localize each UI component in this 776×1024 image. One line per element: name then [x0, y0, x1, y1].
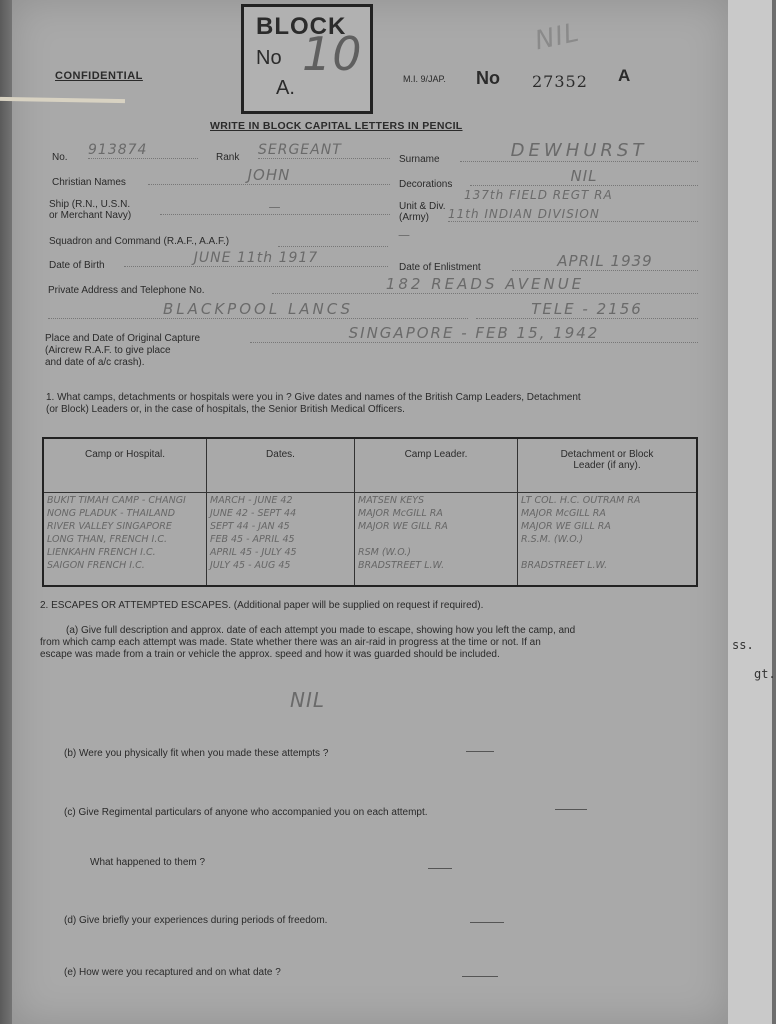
q2a-line-2: from which camp each attempt was made. State whether there was an air-raid in progress at the time or not. If an — [40, 637, 541, 648]
leader-entry: RSM (W.O.) — [358, 547, 412, 558]
date-entry: FEB 45 - APRIL 45 — [210, 534, 295, 545]
header-dates: Dates. — [207, 438, 355, 493]
rank-label: Rank — [216, 152, 240, 163]
squadron-line — [278, 236, 388, 247]
decorations-value: NIL — [470, 167, 698, 186]
camp-entry: NONG PLADUK - THAILAND — [47, 508, 176, 519]
confidential-label: CONFIDENTIAL — [55, 70, 143, 82]
enlistment-value: APRIL 1939 — [512, 252, 698, 271]
underlying-sheet — [728, 0, 776, 1024]
block-stamp-box — [241, 4, 373, 114]
enlistment-label: Date of Enlistment — [399, 262, 481, 273]
christian-names-value: JOHN — [148, 166, 390, 185]
decorations-label: Decorations — [399, 179, 453, 190]
camp-column — [43, 493, 207, 587]
q2e-text: (e) How were you recaptured and on what date ? — [64, 967, 281, 978]
camp-entry: RIVER VALLEY SINGAPORE — [47, 521, 172, 532]
q2a-line-1: (a) Give full description and approx. date of each attempt you made to escape, showing how you left the camp, and — [66, 625, 576, 636]
q2e-answer-dash — [462, 976, 498, 977]
detachment-entry: LT COL. H.C. OUTRAM RA — [521, 495, 641, 506]
q2-heading: 2. ESCAPES OR ATTEMPTED ESCAPES. (Additional paper will be supplied on request if required). — [40, 600, 484, 611]
table-row — [43, 493, 697, 587]
surname-value: DEWHURST — [460, 140, 698, 162]
nil-stamp: NIL — [532, 17, 583, 57]
unit-label-2: (Army) — [399, 212, 429, 223]
capture-label-1: Place and Date of Original Capture — [45, 333, 201, 344]
q2c2-text: What happened to them ? — [90, 857, 206, 868]
q2d-answer-dash — [470, 922, 504, 923]
ship-label-1: Ship (R.N., U.S.N. — [49, 199, 131, 210]
unit-value-2: 11th INDIAN DIVISION — [448, 207, 698, 222]
q2d-text: (d) Give briefly your experiences during periods of freedom. — [64, 915, 328, 926]
capture-value: SINGAPORE - FEB 15, 1942 — [250, 324, 698, 343]
q1-text-line-2: (or Block) Leaders or, in the case of hospitals, the Senior British Medical Officers. — [46, 404, 405, 415]
q2c-answer-dash — [555, 809, 587, 810]
christian-names-label: Christian Names — [52, 177, 126, 188]
block-a-label: A. — [276, 77, 295, 99]
leader-entry: BRADSTREET L.W. — [358, 560, 445, 571]
unit-value-1: 137th FIELD REGT RA — [464, 188, 613, 202]
detachment-entry: BRADSTREET L.W. — [521, 560, 608, 571]
camp-entry: LONG THAN, FRENCH I.C. — [47, 534, 168, 545]
address-value-1: 182 READS AVENUE — [272, 275, 698, 294]
form-suffix: A — [618, 66, 631, 85]
block-label: BLOCK — [256, 13, 347, 40]
block-no-label: No — [256, 47, 282, 69]
camps-table — [42, 437, 698, 587]
surname-label: Surname — [399, 154, 440, 165]
dates-column — [207, 493, 355, 587]
camp-leader-column — [355, 493, 518, 587]
detachment-entry: MAJOR WE GILL RA — [521, 521, 611, 532]
detachment-entry — [521, 547, 693, 560]
q2a-line-3: escape was made from a train or vehicle the approx. speed and how it was guarded should be included. — [40, 649, 500, 660]
no-value: 913874 — [88, 142, 198, 159]
camp-entry: BUKIT TIMAH CAMP - CHANGI — [47, 495, 186, 506]
leader-entry — [358, 534, 514, 547]
address-label: Private Address and Telephone No. — [48, 285, 205, 296]
form-no-label: No — [476, 68, 500, 88]
telephone-value: TELE - 2156 — [476, 300, 698, 319]
dob-value: JUNE 11th 1917 — [124, 250, 388, 267]
no-label: No. — [52, 152, 68, 163]
instruction-heading: WRITE IN BLOCK CAPITAL LETTERS IN PENCIL — [210, 120, 463, 132]
rank-value: SERGEANT — [258, 142, 390, 159]
form-number: 27352 — [532, 72, 588, 91]
address-value-2: BLACKPOOL LANCS — [48, 300, 468, 319]
squadron-label: Squadron and Command (R.A.F., A.A.F.) — [49, 236, 230, 247]
date-entry: MARCH - JUNE 42 — [210, 495, 293, 506]
q2b-answer-dash — [466, 751, 494, 752]
header-detachment: Detachment or Block Leader (if any). — [518, 438, 698, 493]
block-number: 10 — [302, 27, 363, 81]
capture-label-3: and date of a/c crash). — [45, 357, 145, 368]
header-camp-leader: Camp Leader. — [355, 438, 518, 493]
squadron-value: — — [398, 228, 411, 242]
detachment-column — [518, 493, 698, 587]
date-entry: JULY 45 - AUG 45 — [210, 560, 291, 571]
camp-entry: SAIGON FRENCH I.C. — [47, 560, 145, 571]
leader-entry: MATSEN KEYS — [358, 495, 425, 506]
detachment-entry: R.S.M. (W.O.) — [521, 534, 584, 545]
date-entry: JUNE 42 - SEPT 44 — [210, 508, 297, 519]
q2c2-answer-dash — [428, 868, 452, 869]
detachment-entry: MAJOR McGILL RA — [521, 508, 606, 519]
q2c-text: (c) Give Regimental particulars of anyone who accompanied you on each attempt. — [64, 807, 428, 818]
q2b-text: (b) Were you physically fit when you made these attempts ? — [64, 748, 329, 759]
capture-label-2: (Aircrew R.A.F. to give place — [45, 345, 171, 356]
ship-value: — — [160, 200, 390, 215]
camp-entry: LIENKAHN FRENCH I.C. — [47, 547, 156, 558]
header-camp: Camp or Hospital. — [43, 438, 207, 493]
dob-label: Date of Birth — [49, 260, 105, 271]
ship-label-2: or Merchant Navy) — [49, 210, 132, 221]
date-entry: APRIL 45 - JULY 45 — [210, 547, 297, 558]
leader-entry: MAJOR McGILL RA — [358, 508, 443, 519]
leader-entry: MAJOR WE GILL RA — [358, 521, 448, 532]
mi-reference: M.I. 9/JAP. — [403, 74, 446, 84]
table-header-row — [43, 438, 697, 493]
sheet-fragment: gt. — [754, 667, 776, 681]
q2a-answer: NIL — [290, 688, 326, 712]
sheet-fragment: ss. — [732, 638, 754, 652]
date-entry: SEPT 44 - JAN 45 — [210, 521, 290, 532]
unit-label-1: Unit & Div. — [399, 201, 446, 212]
q1-text-line-1: 1. What camps, detachments or hospitals were you in ? Give dates and names of the British Camp Leaders, Detachment — [46, 392, 581, 403]
